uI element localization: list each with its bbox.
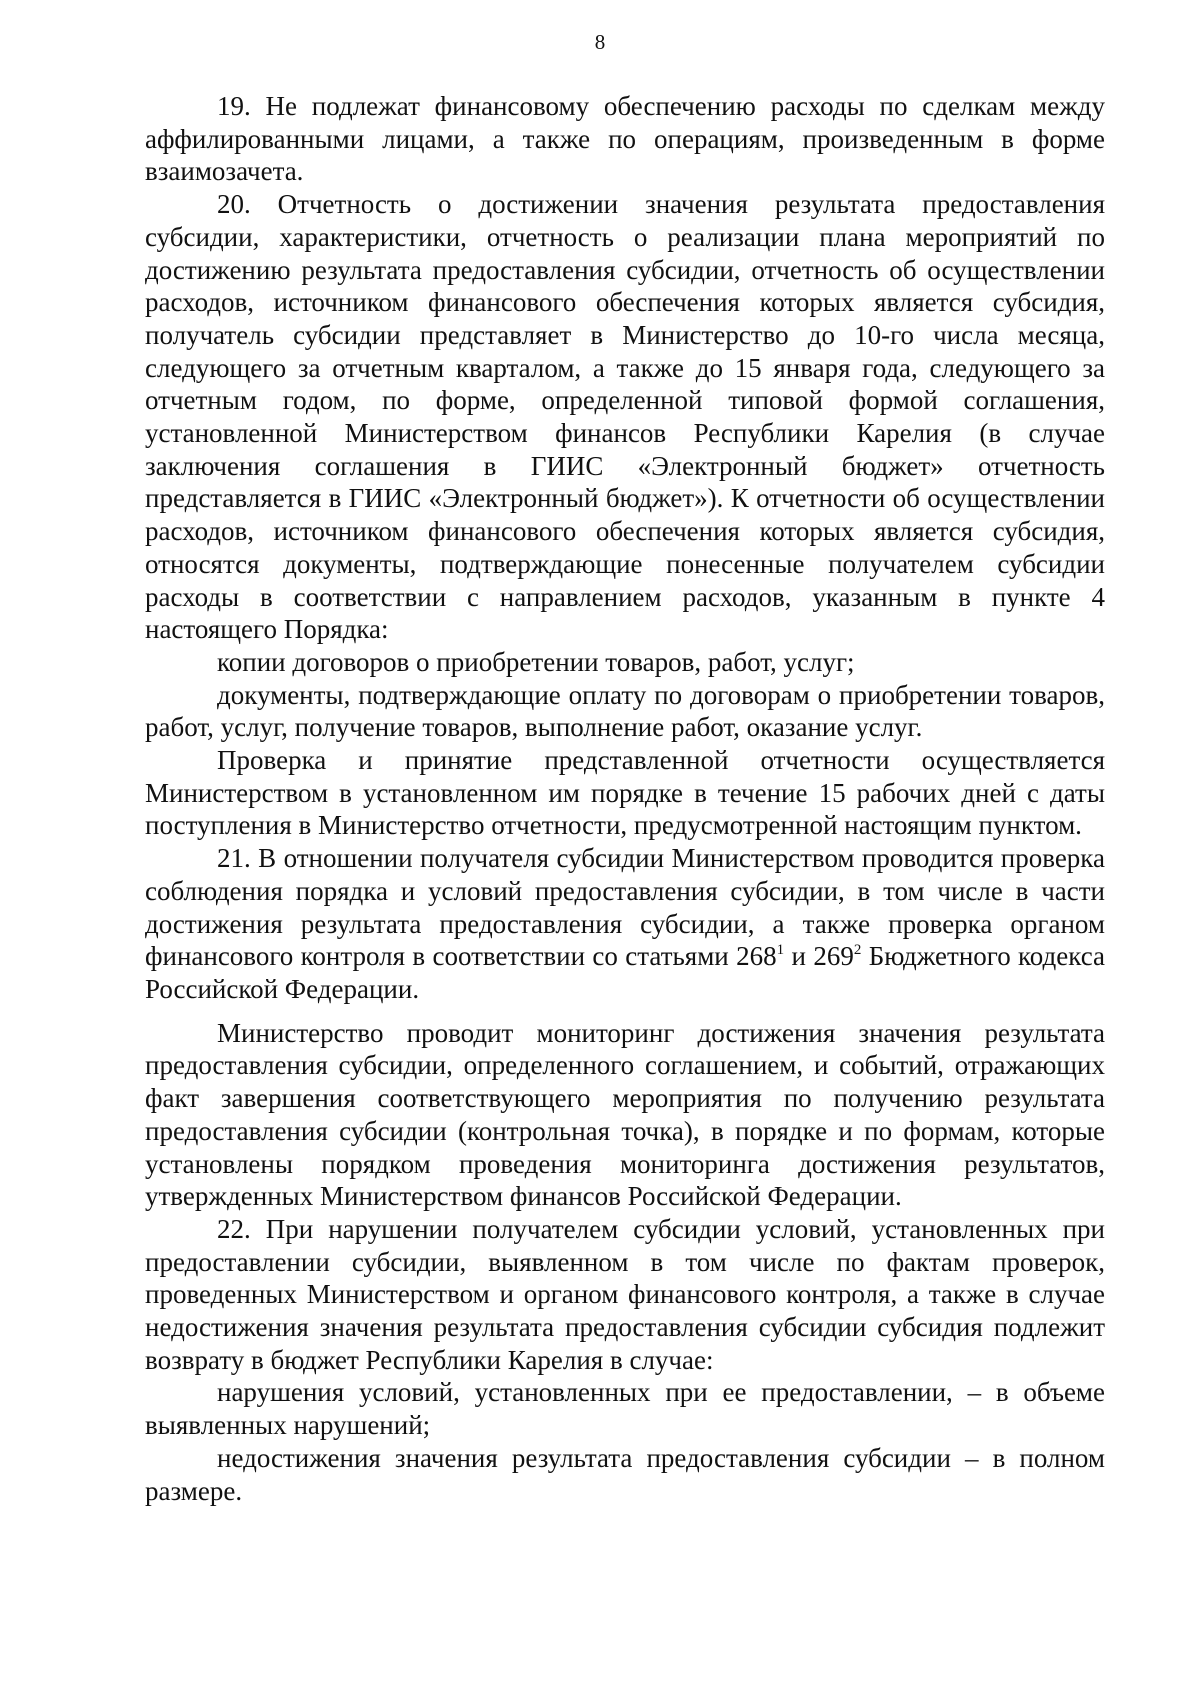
paragraph-22-item-1: нарушения условий, установленных при ее предоставлении, – в объеме выявленных нарушений; [145, 1377, 1105, 1441]
paragraph-21-text-after: Бюджетного кодекса Российской Федерации. [145, 941, 1105, 1004]
paragraph-22-item-2: недостижения значения результата предоставления субсидии – в полном размере. [145, 1442, 1105, 1506]
paragraph-21 [145, 842, 1105, 1006]
superscript-1: 1 [776, 942, 785, 959]
paragraph-19: 19. Не подлежат финансовому обеспечению расходы по сделкам между аффилированными лицами, а также по операциям, произведенным в форме взаимозачета. [145, 91, 1105, 187]
document-body [145, 90, 1105, 1507]
paragraph-20: 20. Отчетность о достижении значения результата предоставления субсидии, характеристики, отчетность о реализации плана мероприятий по достижению результата предоставления субсидии, отчетность об осуществлении расходов, источником финансового обеспечения которых является субсидия, получатель субсидии представляет в Министерство до 10-го числа месяца, следующего за отчетным кварталом, а также до 15 января года, следующего за отчетным годом, по форме, определенной типовой формой соглашения, установленной Министерством финансов Республики Карелия (в случае заключения соглашения в ГИИС «Электронный бюджет» отчетность представляется в ГИИС «Электронный бюджет»). К отчетности об осуществлении расходов, источником финансового обеспечения которых является субсидия, относятся документы, подтверждающие понесенные получателем субсидии расходы в соответствии с направлением расходов, указанным в пункте 4 настоящего Порядка: [145, 189, 1105, 645]
superscript-2: 2 [853, 942, 862, 959]
paragraph-21-text-mid: и 269 [784, 941, 854, 972]
paragraph-21-text-before: 21. В отношении получателя субсидии Министерством проводится проверка соблюдения порядка и условий предоставления субсидии, в том числе в части достижения результата предоставления субсидии, а также проверка органом финансового контроля в соответствии со статьями 268 [145, 843, 1105, 972]
page-number: 8 [594, 30, 606, 54]
paragraph-20-check: Проверка и принятие представленной отчетности осуществляется Министерством в установленном им порядке в течение 15 рабочих дней с даты поступления в Министерство отчетности, предусмотренной настоящим пунктом. [145, 745, 1105, 841]
paragraph-20-item-1: копии договоров о приобретении товаров, работ, услуг; [217, 646, 855, 677]
paragraph-20-item-2: документы, подтверждающие оплату по договорам о приобретении товаров, работ, услуг, получение товаров, выполнение работ, оказание услуг. [145, 679, 1105, 743]
paragraph-21-monitoring: Министерство проводит мониторинг достижения значения результата предоставления субсидии, определенного соглашением, и событий, отражающих факт завершения соответствующего мероприятия по получению результата предоставления субсидии (контрольная точка), в порядке и по формам, которые установлены порядком проведения мониторинга достижения результатов, утвержденных Министерством финансов Российской Федерации. [145, 1017, 1105, 1212]
paragraph-22: 22. При нарушении получателем субсидии условий, установленных при предоставлении субсидии, выявленном в том числе по фактам проверок, проведенных Министерством и органом финансового контроля, а также в случае недостижения значения результата предоставления субсидии субсидия подлежит возврату в бюджет Республики Карелия в случае: [145, 1213, 1105, 1375]
